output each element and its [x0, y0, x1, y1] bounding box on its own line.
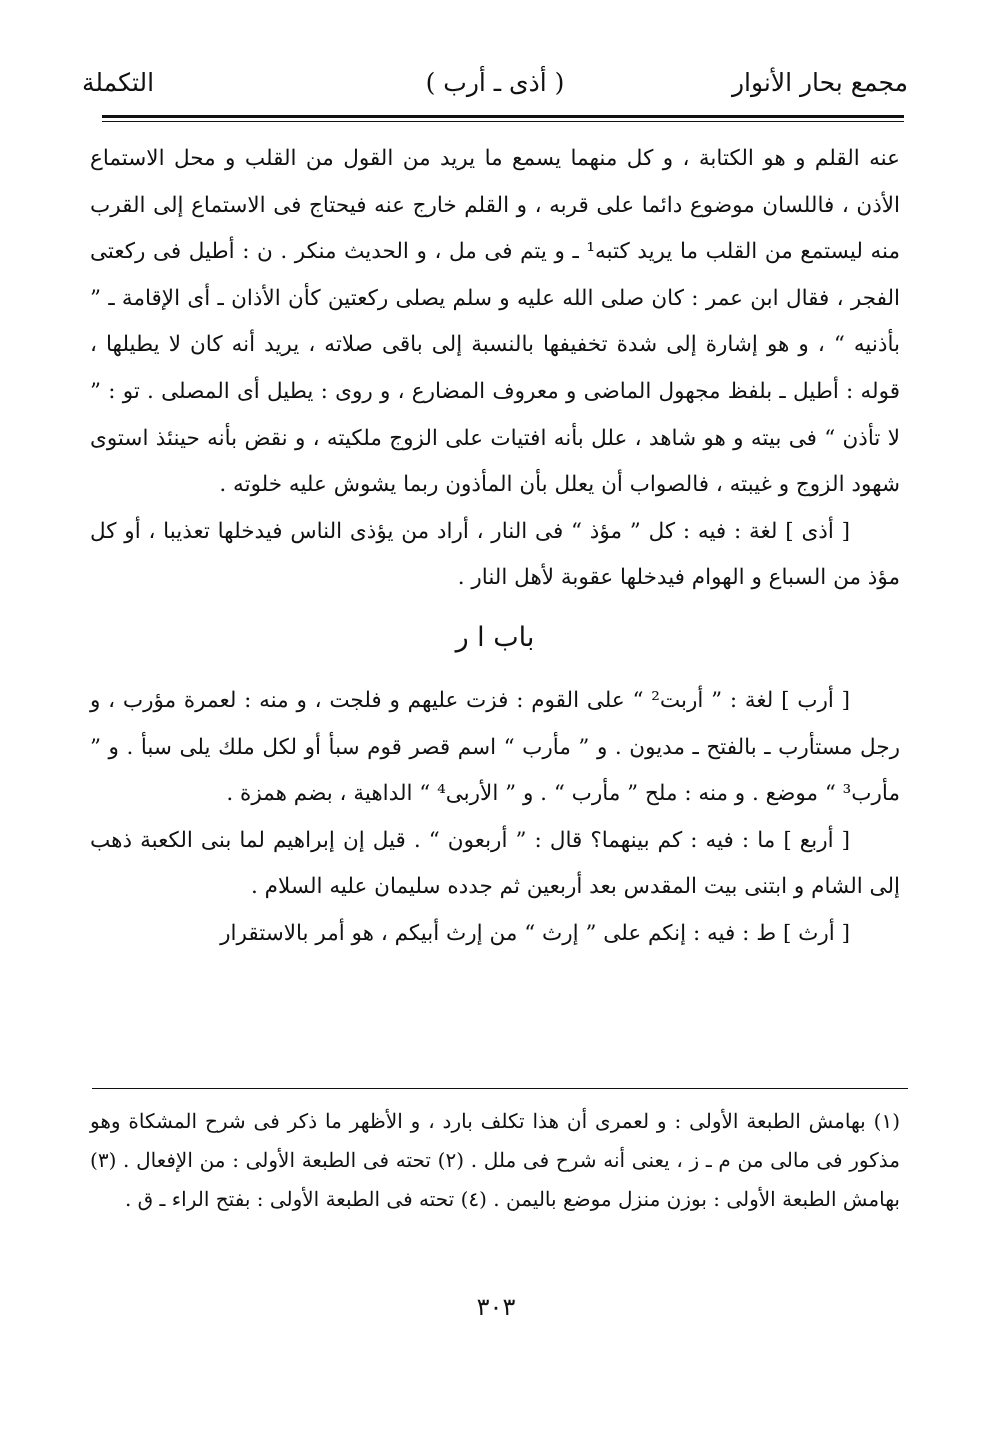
page-number: ٣٠٣ — [476, 1293, 516, 1321]
running-header — [82, 62, 908, 106]
entry-arth: [ أرث ] ط : فيه : إنكم على ” إرث “ من إرث أبيكم ، هو أمر بالاستقرار — [220, 920, 850, 946]
paragraph-1: عنه القلم و هو الكتابة ، و كل منهما يسمع ما يريد من القول من القلب و محل الاستماع الأذن ، فاللسان موضوع دائما على قربه ، و القلم خارج عنه فيحتاج فى الاستماع إلى القرب منه ليستمع من القلب ما يريد كتبه¹ ـ و يتم فى مل ، و الحديث منكر . ن : أطيل فى ركعتى الفجر ، فقال ابن عمر : كان صلى الله عليه و سلم يصلى ركعتين كأن الأذان ـ أى الإقامة ـ ” بأذنيه “ ، و هو إشارة إلى شدة تخفيفها بالنسبة إلى باقى صلاته ، يريد أنه كان لا يطيلها ، قوله : أطيل ـ بلفظ مجهول الماضى و معروف المضارع ، و روى : يطيل أى المصلى . تو : ” لا تأذن “ فى بيته و هو شاهد ، علل بأنه افتيات على الزوج ملكيته ، و نقض بأنه حينئذ استوى شهود الزوج و غيبته ، فالصواب أن يعلل بأن المأذون ربما يشوش عليه خلوته . — [90, 146, 900, 498]
chapter-heading: باب ا ر — [455, 621, 535, 653]
book-title: مجمع بحار الأنوار — [731, 68, 908, 97]
footnotes: (١) بهامش الطبعة الأولى : و لعمرى أن هذا تكلف بارد ، و الأظهر ما ذكر فى شرح المشكاة وهو مذكور فى مالى من م ـ ز ، يعنى أنه شرح فى ملل . (٢) تحته فى الطبعة الأولى : من الإفعال . (٣) بهامش الطبعة الأولى : بوزن منزل موضع باليمن . (٤) تحته فى الطبعة الأولى : بفتح الراء ـ ق . — [90, 1109, 900, 1211]
header-rule-thin — [102, 121, 904, 122]
footnote-rule — [92, 1088, 908, 1089]
part-title: التكملة — [82, 68, 155, 97]
section-title: ( أذى ـ أرب ) — [425, 68, 565, 97]
header-rule-thick — [102, 115, 904, 118]
entry-adha: [ أذى ] لغة : فيه : كل ” مؤذ “ فى النار ، أراد من يؤذى الناس فيدخلها تعذيبا ، أو كل مؤذ من السباع و الهوام فيدخلها عقوبة لأهل النار . — [90, 518, 900, 591]
main-text — [90, 136, 900, 958]
entry-arab: [ أرب ] لغة : ” أربت² “ على القوم : فزت عليهم و فلجت ، و منه : لعمرة مؤرب ، و رجل مستأرب ـ بالفتح ـ مديون . و ” مأرب “ اسم قصر قوم سبأ أو لكل ملك يلى سبأ . و ” مأرب³ “ موضع . و منه : ملح ” مأرب “ . و ” الأربى⁴ “ الداهية ، بضم همزة . — [90, 687, 900, 807]
entry-arba: [ أربع ] ما : فيه : كم بينهما؟ قال : ” أربعون “ . قيل إن إبراهيم لما بنى الكعبة ذهب إلى الشام و ابتنى بيت المقدس بعد أربعين ثم جدده سليمان عليه السلام . — [90, 827, 900, 900]
